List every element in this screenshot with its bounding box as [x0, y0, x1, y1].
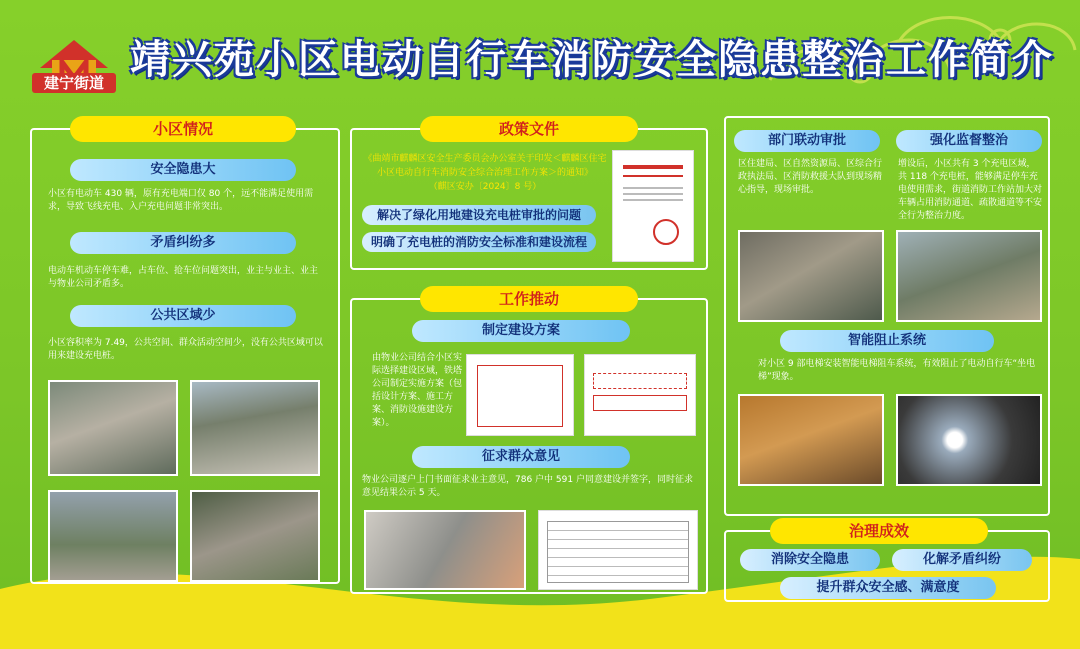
photo-parking-scooters — [48, 380, 178, 476]
section-heading-work: 工作推动 — [420, 286, 638, 312]
text-supervision: 增设后，小区共有 3 个充电区域，共 118 个充电桩，能够满足停车充电使用需求，街道消防工作站加大对车辆占用消防通道、疏散通道等不安全行为整治力度。 — [898, 159, 1043, 221]
photo-building-courtyard — [48, 490, 178, 582]
label-safety-hazard: 安全隐患大 — [70, 159, 296, 181]
label-public-opinion: 征求群众意见 — [412, 446, 630, 468]
opinion-survey-form — [538, 510, 698, 590]
section-heading-results: 治理成效 — [770, 518, 988, 544]
text-dept-approval: 区住建局、区自然资源局、区综合行政执法局、区消防救援大队到现场精心指导，现场审批。 — [738, 159, 883, 195]
plan-drawing-1 — [466, 354, 574, 436]
page-title: 靖兴苑小区电动自行车消防安全隐患整治工作简介 — [130, 37, 1054, 83]
text-public-area: 小区容积率为 7.49，公共空间、群众活动空间少，没有公共区域可以用来建设充电桩。 — [48, 338, 323, 361]
text-conflicts: 电动车机动车停车难，占车位、抢车位问题突出，业主与业主、业主与物业公司矛盾多。 — [48, 266, 319, 289]
photo-elevator — [738, 394, 884, 486]
label-dept-approval: 部门联动审批 — [734, 130, 880, 152]
text-public-opinion: 物业公司逐户上门书面征求业主意见，786 户中 591 户同意建设并签字，同时征求意见结果公示 5 天。 — [362, 475, 693, 498]
logo-text: 建宁街道 — [32, 73, 116, 93]
result-resolve-conflicts: 化解矛盾纠纷 — [892, 549, 1032, 571]
policy-doc-title-3: （麒区安办〔2024〕8 号） — [428, 182, 542, 192]
result-eliminate-hazards: 消除安全隐患 — [740, 549, 880, 571]
policy-point-approval: 解决了绿化用地建设充电桩审批的问题 — [362, 205, 596, 225]
label-public-area: 公共区域少 — [70, 305, 296, 327]
photo-parked-cars — [190, 380, 320, 476]
text-smart-system: 对小区 9 部电梯安装智能电梯阻车系统，有效阻止了电动自行车“坐电梯”现象。 — [758, 359, 1036, 382]
section-heading-policy: 政策文件 — [420, 116, 638, 142]
photo-parking-lot — [190, 490, 320, 582]
policy-document-image — [612, 150, 694, 262]
section-heading-community: 小区情况 — [70, 116, 296, 142]
text-construction-plan: 由物业公司结合小区实际选择建设区域，铁塔公司制定实施方案（包括设计方案、施工方案、消防设施建设方案）。 — [372, 353, 463, 428]
photo-supervision-team — [896, 230, 1042, 322]
policy-point-standards: 明确了充电桩的消防安全标准和建设流程 — [362, 232, 596, 252]
policy-doc-title-1: 《曲靖市麒麟区安全生产委员会办公室关于印发＜麒麟区住宅 — [363, 154, 607, 164]
label-construction-plan: 制定建设方案 — [412, 320, 630, 342]
photo-door-to-door — [364, 510, 526, 590]
result-improve-satisfaction: 提升群众安全感、满意度 — [780, 577, 996, 599]
label-supervision: 强化监督整治 — [896, 130, 1042, 152]
photo-system-install — [896, 394, 1042, 486]
plan-drawing-2 — [584, 354, 696, 436]
policy-doc-title-2: 小区电动自行车消防安全综合治理工作方案＞的通知》 — [376, 168, 593, 178]
label-smart-system: 智能阻止系统 — [780, 330, 994, 352]
text-safety-hazard: 小区有电动车 430 辆，原有充电端口仅 80 个，远不能满足使用需求，导致飞线充电、入户充电问题非常突出。 — [48, 189, 314, 212]
label-conflicts: 矛盾纠纷多 — [70, 232, 296, 254]
photo-site-inspection — [738, 230, 884, 322]
